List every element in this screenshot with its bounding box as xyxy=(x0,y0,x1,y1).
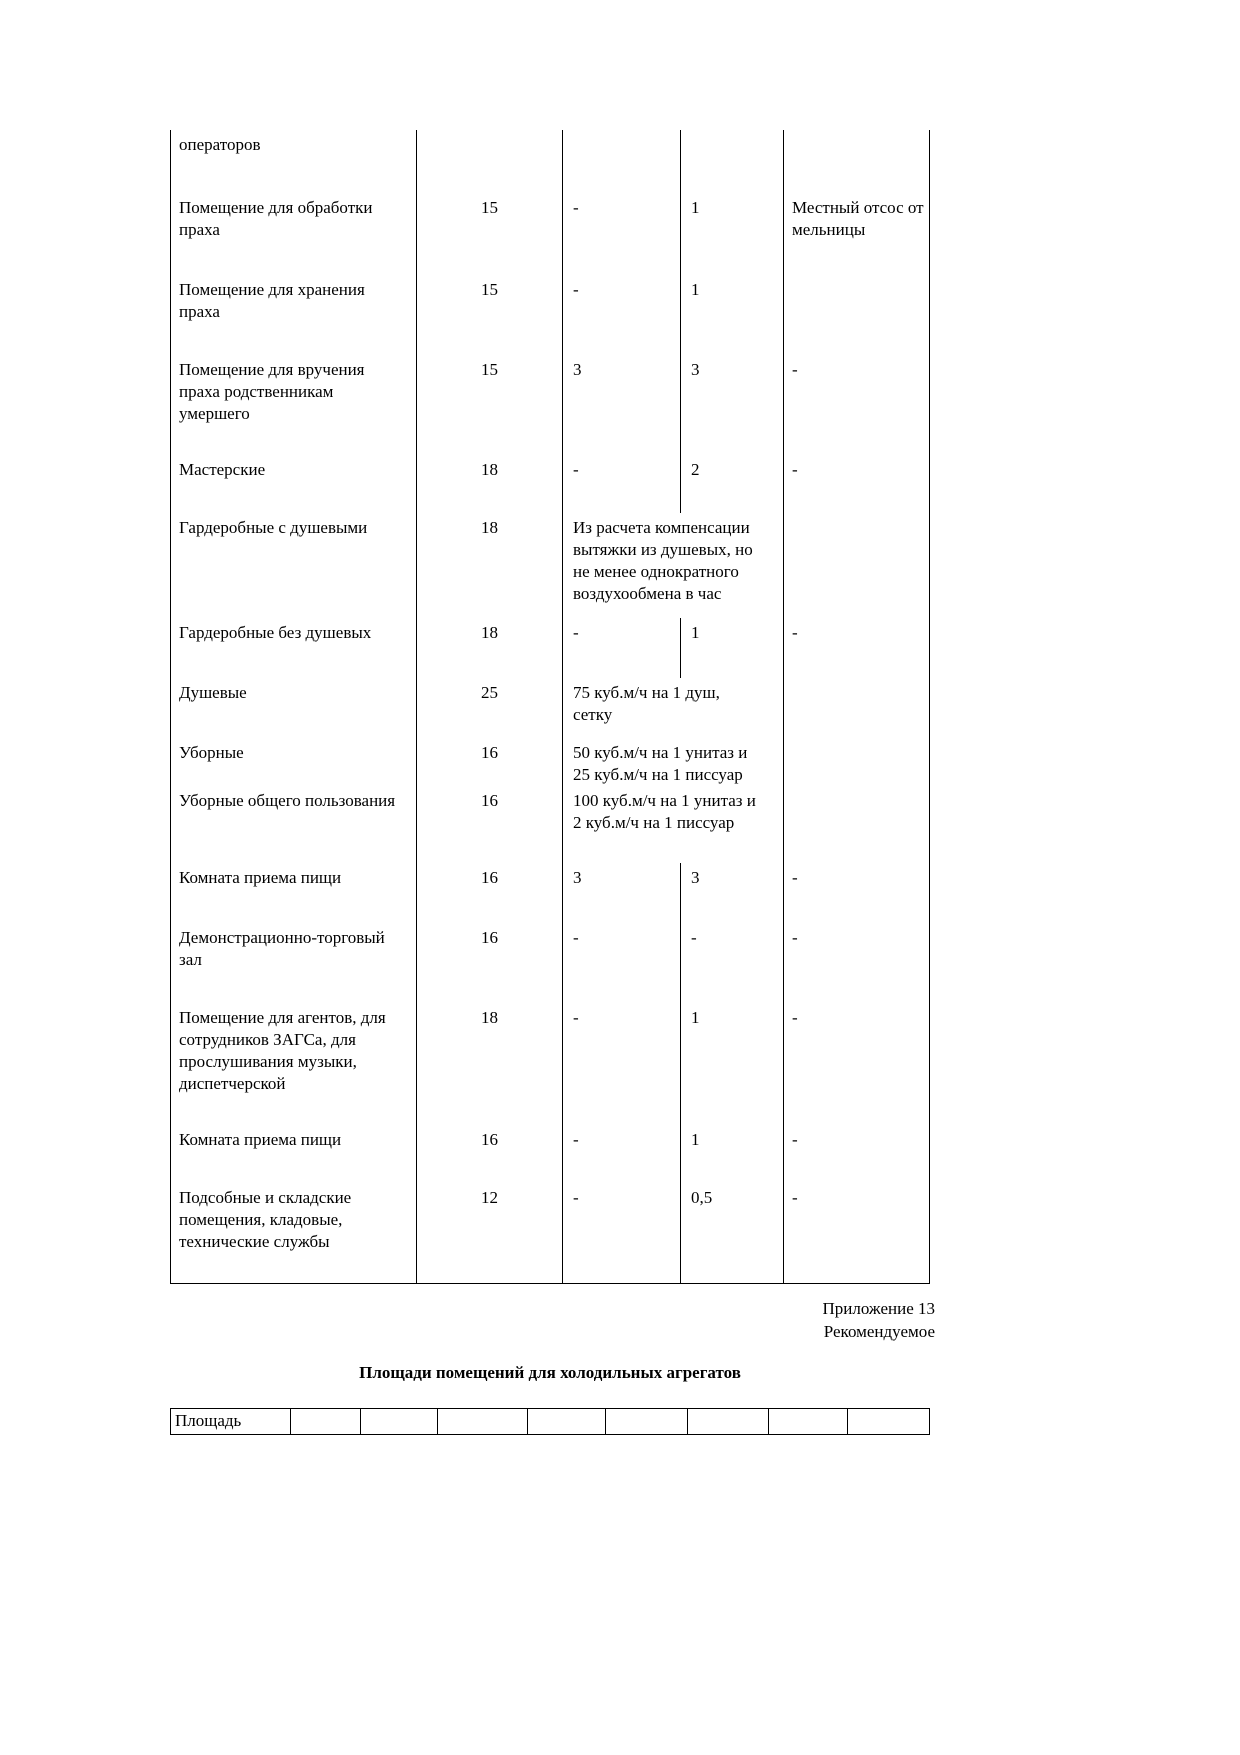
cell-exhaust: 0,5 xyxy=(681,1183,784,1283)
cell-room-name: Уборные xyxy=(171,738,417,786)
appendix-caption xyxy=(530,1297,935,1343)
cell-exhaust: 1 xyxy=(681,618,784,678)
cell-room-name: Подсобные и складские помещения, кладовые, технические службы xyxy=(171,1183,417,1283)
cell-note xyxy=(784,513,929,618)
cell-room-name: Комната приема пищи xyxy=(171,1125,417,1183)
cell-note: - xyxy=(792,868,798,887)
cell-exhaust: 1 xyxy=(681,193,784,275)
areas-table-empty-cell xyxy=(291,1409,361,1434)
cell-temperature: 16 xyxy=(417,863,563,923)
cell-temperature: 25 xyxy=(417,678,563,738)
areas-table-empty-cell xyxy=(848,1409,929,1434)
cell-room-name: Демонстрационно-торговый зал xyxy=(171,923,417,1003)
cell-note xyxy=(784,678,929,738)
cell-air-exchange-note: Из расчета компенсации вытяжки из душевых, но не менее однократного воздухообмена в час xyxy=(563,513,784,618)
cell-temperature: 15 xyxy=(417,355,563,455)
cell-air-exchange-note: 100 куб.м/ч на 1 унитаз и 2 куб.м/ч на 1 писсуар xyxy=(563,786,784,863)
table-row xyxy=(171,678,929,738)
areas-table-header-cell: Площадь xyxy=(171,1409,291,1434)
cell-exhaust xyxy=(681,130,784,193)
cell-note xyxy=(784,786,929,863)
cell-note: - xyxy=(792,623,798,642)
cell-note: Местный отсос от мельницы xyxy=(792,198,924,239)
cell-temperature: 15 xyxy=(417,193,563,275)
cell-room-name: операторов xyxy=(171,130,417,193)
cell-room-name: Помещение для хранения праха xyxy=(171,275,417,355)
cell-note xyxy=(784,130,929,193)
cell-room-name: Помещение для обработки праха xyxy=(171,193,417,275)
areas-table-empty-cell xyxy=(361,1409,438,1434)
cell-note xyxy=(784,738,929,786)
cell-note: - xyxy=(792,460,798,479)
cell-room-name: Помещение для вручения праха родственникам умершего xyxy=(171,355,417,455)
cell-inflow: - xyxy=(563,1125,681,1183)
cell-exhaust: 2 xyxy=(681,455,784,513)
cell-exhaust: 1 xyxy=(681,275,784,355)
cell-temperature: 16 xyxy=(417,786,563,863)
cell-room-name: Душевые xyxy=(171,678,417,738)
appendix-sublabel: Рекомендуемое xyxy=(823,1322,935,1341)
ventilation-requirements-table xyxy=(170,130,930,1284)
cell-exhaust: 1 xyxy=(681,1003,784,1125)
cell-room-name: Комната приема пищи xyxy=(171,863,417,923)
cell-temperature: 18 xyxy=(417,513,563,618)
cell-exhaust: 3 xyxy=(681,863,784,923)
table-row xyxy=(171,193,929,275)
cell-note: - xyxy=(792,1188,798,1207)
cell-inflow: - xyxy=(563,193,681,275)
table-row xyxy=(171,738,929,786)
table-row xyxy=(171,275,929,355)
cell-temperature: 16 xyxy=(417,923,563,1003)
table-row xyxy=(171,1183,929,1283)
table-row xyxy=(171,863,929,923)
cell-inflow: - xyxy=(563,275,681,355)
table-row xyxy=(171,1003,929,1125)
cell-note: - xyxy=(792,1008,798,1027)
cell-exhaust: 1 xyxy=(681,1125,784,1183)
cell-temperature: 15 xyxy=(417,275,563,355)
cell-room-name: Уборные общего пользования xyxy=(171,786,417,863)
table-row xyxy=(171,355,929,455)
cell-inflow: 3 xyxy=(563,355,681,455)
table-row xyxy=(171,923,929,1003)
table-row xyxy=(171,130,929,193)
cell-air-exchange-note: 75 куб.м/ч на 1 душ, сетку xyxy=(563,678,784,738)
cell-exhaust: 3 xyxy=(681,355,784,455)
appendix-label: Приложение 13 xyxy=(822,1299,935,1318)
cell-inflow: - xyxy=(563,455,681,513)
areas-table-empty-cell xyxy=(438,1409,528,1434)
cell-room-name: Мастерские xyxy=(171,455,417,513)
cell-note: - xyxy=(792,1130,798,1149)
table-row xyxy=(171,786,929,863)
cell-inflow xyxy=(563,130,681,193)
cell-temperature xyxy=(417,130,563,193)
cell-inflow: - xyxy=(563,1183,681,1283)
cell-temperature: 18 xyxy=(417,455,563,513)
cell-room-name: Помещение для агентов, для сотрудников ЗАГСа, для прослушивания музыки, диспетчерской xyxy=(171,1003,417,1125)
table-row xyxy=(171,618,929,678)
areas-table-empty-cell xyxy=(606,1409,688,1434)
section-title: Площади помещений для холодильных агрегатов xyxy=(359,1363,741,1382)
cell-temperature: 16 xyxy=(417,1125,563,1183)
cell-temperature: 12 xyxy=(417,1183,563,1283)
cell-inflow: - xyxy=(563,1003,681,1125)
cell-air-exchange-note: 50 куб.м/ч на 1 унитаз и 25 куб.м/ч на 1 писсуар xyxy=(563,738,784,786)
areas-table-empty-cell xyxy=(688,1409,769,1434)
cell-temperature: 18 xyxy=(417,1003,563,1125)
cell-note: - xyxy=(792,928,798,947)
refrigeration-areas-table xyxy=(170,1408,930,1435)
cell-room-name: Гардеробные с душевыми xyxy=(171,513,417,618)
areas-table-empty-cell xyxy=(528,1409,606,1434)
cell-inflow: - xyxy=(563,923,681,1003)
table-row xyxy=(171,513,929,618)
areas-table-empty-cell xyxy=(769,1409,848,1434)
cell-inflow: - xyxy=(563,618,681,678)
cell-note xyxy=(784,275,929,355)
cell-temperature: 16 xyxy=(417,738,563,786)
table-row xyxy=(171,1125,929,1183)
table-row xyxy=(171,455,929,513)
cell-temperature: 18 xyxy=(417,618,563,678)
cell-inflow: 3 xyxy=(563,863,681,923)
cell-note: - xyxy=(792,360,798,379)
cell-room-name: Гардеробные без душевых xyxy=(171,618,417,678)
cell-exhaust: - xyxy=(681,923,784,1003)
